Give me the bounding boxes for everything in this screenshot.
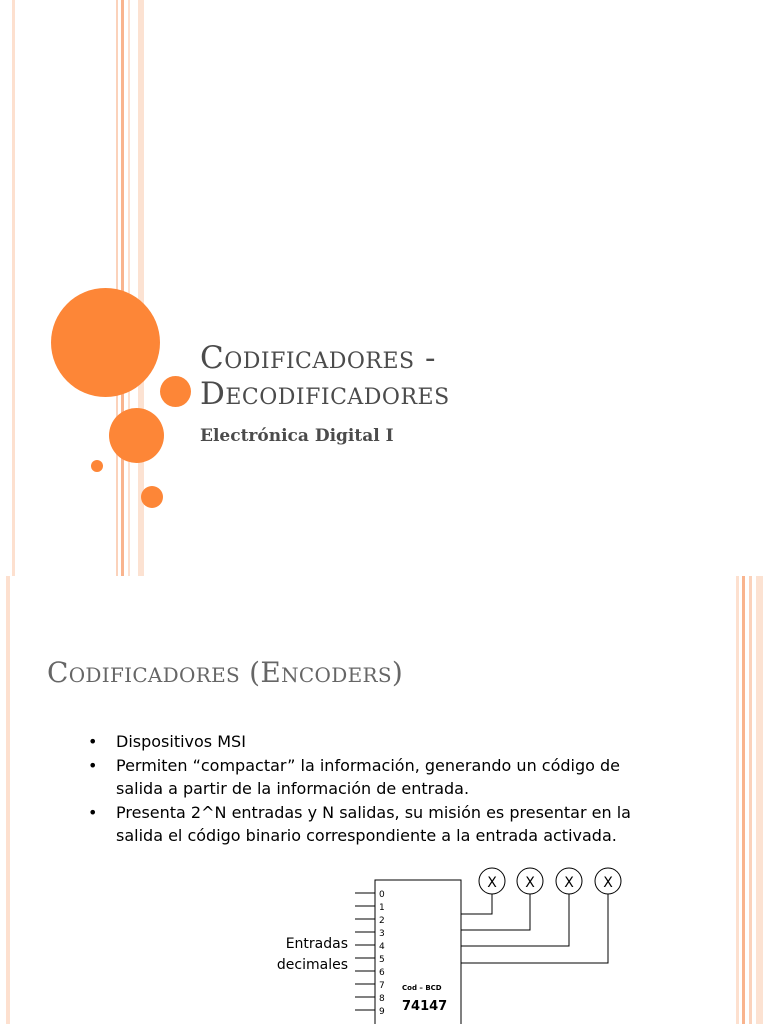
stripe-decoration <box>128 0 130 576</box>
content-slide <box>0 576 768 1024</box>
input-label: decimales <box>276 957 348 973</box>
pin-label: 0 <box>379 890 385 900</box>
slide-title-line: Decodificadores <box>200 376 450 412</box>
input-lines <box>355 893 375 1010</box>
pin-label: 7 <box>379 981 385 991</box>
medium-circle <box>109 408 164 463</box>
pin-label: 4 <box>379 942 385 952</box>
output-indicators <box>479 868 621 894</box>
stripe-decoration <box>116 0 118 576</box>
pin-label: 9 <box>379 1007 385 1017</box>
output-wire <box>461 894 530 930</box>
input-label: Entradas <box>285 936 348 952</box>
large-circle <box>51 288 160 397</box>
pin-label: 3 <box>379 929 385 939</box>
output-wire <box>461 894 608 963</box>
output-indicator-label: X <box>525 875 535 891</box>
chip-number-label: 74147 <box>402 999 448 1014</box>
chip-type-label: Cod – BCD <box>402 984 442 992</box>
bullet-item: • Presenta 2^N entradas y N salidas, su misión es presentar en la salida el código binario correspondiente a la entrada activada. <box>88 801 648 847</box>
output-wires <box>461 894 608 963</box>
bullet-item: • Permiten “compactar” la información, generando un código de salida a partir de la información de entrada. <box>88 754 648 800</box>
pin-label: 8 <box>379 994 385 1004</box>
stripe-decoration <box>121 0 124 576</box>
output-indicator-label: X <box>603 875 613 891</box>
bullet-item: • Dispositivos MSI <box>88 730 648 753</box>
medium-circle <box>160 376 191 407</box>
encoder-diagram <box>0 576 768 1024</box>
output-indicator-label: X <box>564 875 574 891</box>
slide-subtitle: Electrónica Digital I <box>200 426 394 446</box>
small-circle <box>141 486 163 508</box>
pin-label: 6 <box>379 968 385 978</box>
slide-title <box>200 340 450 412</box>
output-wire <box>461 894 492 914</box>
output-indicator-label: X <box>487 875 497 891</box>
pin-label: 2 <box>379 916 385 926</box>
output-wire <box>461 894 569 946</box>
slide-title-line: Codificadores - <box>200 340 436 376</box>
pin-label: 5 <box>379 955 385 965</box>
pin-label: 1 <box>379 903 385 913</box>
small-circle <box>91 460 103 472</box>
stripe-decoration <box>12 0 15 576</box>
slide-title: Codificadores (Encoders) <box>47 656 404 689</box>
